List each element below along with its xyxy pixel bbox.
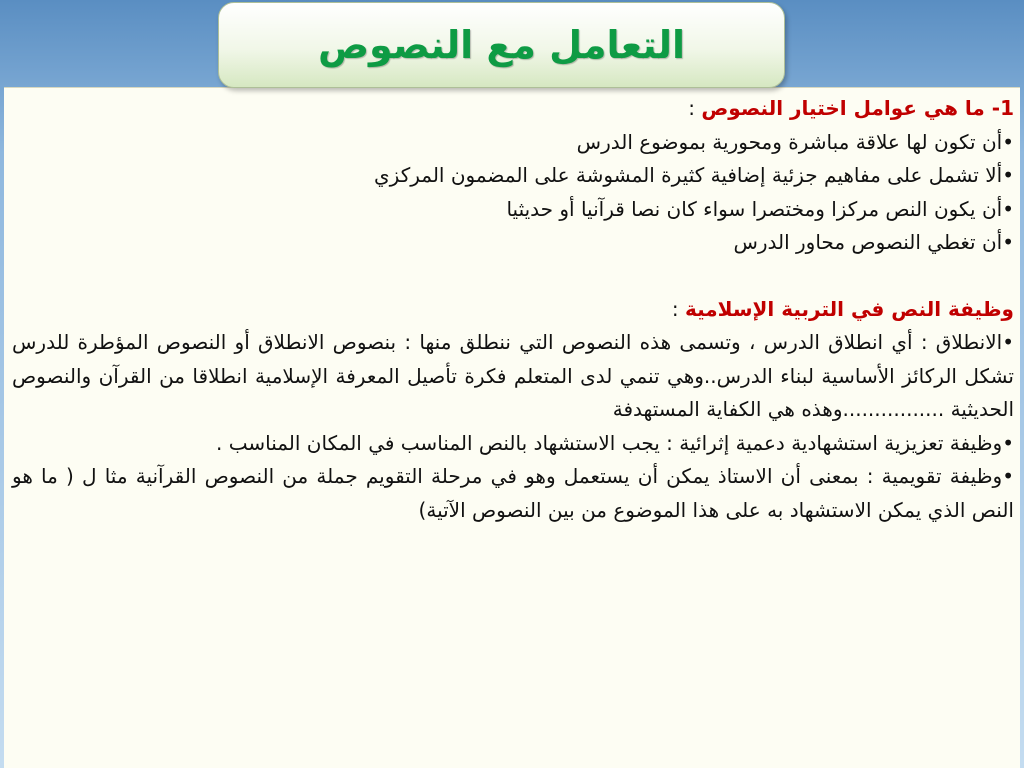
list-item: •ألا تشمل على مفاهيم جزئية إضافية كثيرة المشوشة على المضمون المركزي <box>374 163 1014 187</box>
heading-text: وظيفة النص في التربية الإسلامية <box>684 296 1014 321</box>
heading-colon: : <box>688 96 702 120</box>
spacer <box>12 260 1014 293</box>
slide-content <box>4 87 1020 768</box>
list-item: •وظيفة تقويمية : بمعنى أن الاستاذ يمكن أن يستعمل وهو في مرحلة التقويم جملة من النصوص القرآنية مثا ل ( ما هو النص الذي يمكن الاستشهاد به على هذا الموضوع من بين النصوص الآتية) <box>12 464 1014 522</box>
list-item: •أن تغطي النصوص محاور الدرس <box>733 230 1014 254</box>
heading-colon: : <box>671 296 685 321</box>
section-heading-text-function <box>12 293 1014 327</box>
heading-text: 1- ما هي عوامل اختيار النصوص <box>701 96 1014 120</box>
list-item: •أن تكون لها علاقة مباشرة ومحورية بموضوع الدرس <box>576 129 1014 154</box>
slide-title: التعامل مع النصوص <box>317 23 686 67</box>
list-item: •الانطلاق : أي انطلاق الدرس ، وتسمى هذه النصوص التي ننطلق منها : بنصوص الانطلاق أو النصوص المؤطرة للدرس تشكل الركائز الأساسية لبناء الدرس..وهي تنمي لدى المتعلم فكرة تأصيل المعرفة الإسلامية انطلاقا من القرآن والنصوص الحديثية ................وهذه هي الكفاية المستهدفة <box>12 330 1014 421</box>
section-heading-selection-factors <box>12 92 1014 126</box>
title-box <box>218 2 785 88</box>
list-item: •أن يكون النص مركزا ومختصرا سواء كان نصا قرآنيا أو حديثيا <box>506 196 1014 221</box>
list-item: •وظيفة تعزيزية استشهادية دعمية إثرائية : يجب الاستشهاد بالنص المناسب في المكان المناسب . <box>216 430 1014 455</box>
